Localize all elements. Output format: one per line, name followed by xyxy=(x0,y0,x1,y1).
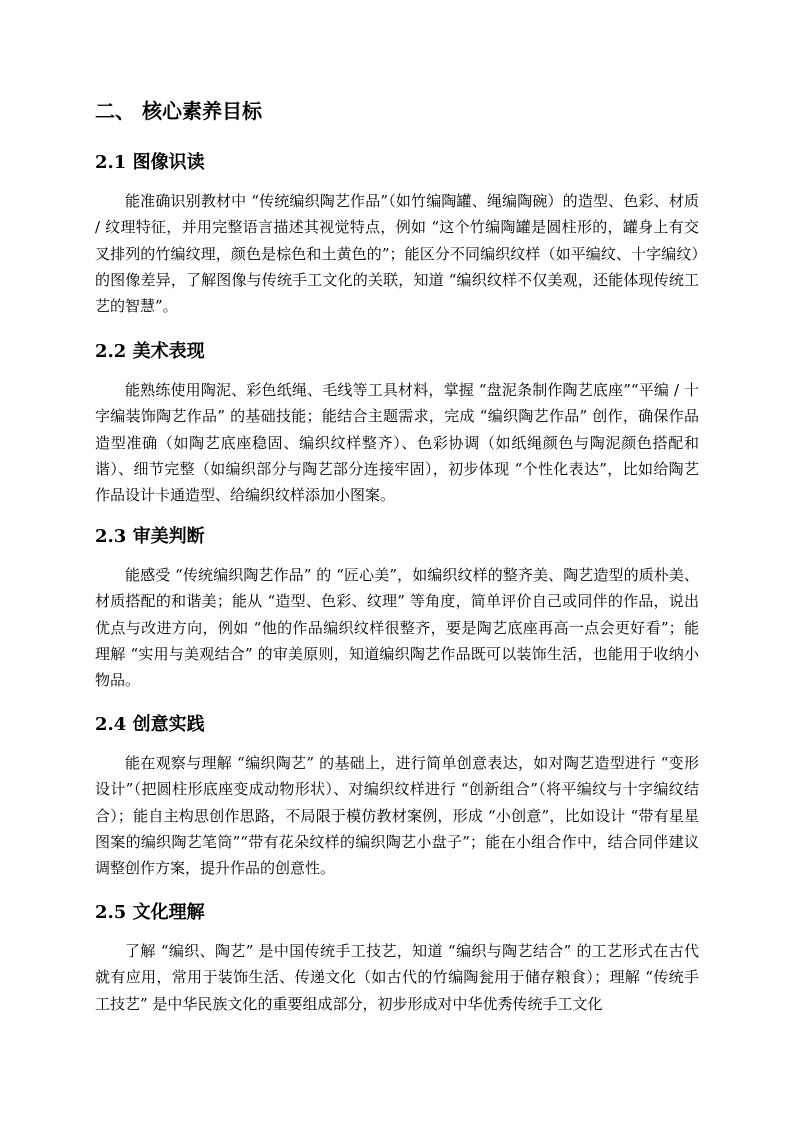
section-art-expression xyxy=(95,337,699,508)
section-aesthetic-judgment xyxy=(95,522,699,693)
section-heading: 2.3 审美判断 xyxy=(95,526,205,547)
section-creative-practice xyxy=(95,710,699,881)
main-heading: 二、 核心素养目标 xyxy=(95,99,262,123)
section-paragraph: 能准确识别教材中 “传统编织陶艺作品”（如竹编陶罐、绳编陶碗）的造型、色彩、材质 / 纹理特征，并用完整语言描述其视觉特点，例如 “这个竹编陶罐是圆柱形的，罐身上有交叉排列的竹编纹理，颜色是棕色和土黄色的”；能区分不同编织纹样（如平编纹、十字编纹）的图像差异，了解图像与传统手工文化的关联，知道 “编织纹样不仅美观，还能体现传统工艺的智慧”。 xyxy=(95,192,699,316)
section-heading: 2.4 创意实践 xyxy=(95,714,205,735)
section-cultural-understanding xyxy=(95,898,699,1017)
section-heading: 2.1 图像识读 xyxy=(95,152,205,173)
section-heading: 2.5 文化理解 xyxy=(95,902,205,923)
section-paragraph: 了解 “编织、陶艺” 是中国传统手工技艺，知道 “编织与陶艺结合” 的工艺形式在古代就有应用，常用于装饰生活、传递文化（如古代的竹编陶瓮用于储存粮食）；理解 “传统手工技艺” 是中华民族文化的重要组成部分，初步形成对中华优秀传统手工文化 xyxy=(95,942,699,1013)
section-heading: 2.2 美术表现 xyxy=(95,341,205,362)
section-paragraph: 能在观察与理解 “编织陶艺” 的基础上，进行简单创意表达，如对陶艺造型进行 “变形设计”（把圆柱形底座变成动物形状）、对编织纹样进行 “创新组合”（将平编纹与十字编纹结合）；能自主构思创作思路，不局限于模仿教材案例，形成 “小创意”，比如设计 “带有星星图案的编织陶艺笔筒”“带有花朵纹样的编织陶艺小盘子”；能在小组合作中，结合同伴建议调整创作方案，提升作品的创意性。 xyxy=(95,754,699,878)
section-paragraph: 能熟练使用陶泥、彩色纸绳、毛线等工具材料，掌握 “盘泥条制作陶艺底座”“平编 / 十字编装饰陶艺作品” 的基础技能；能结合主题需求，完成 “编织陶艺作品” 创作，确保作品造型准确（如陶艺底座稳固、编织纹样整齐）、色彩协调（如纸绳颜色与陶泥颜色搭配和谐）、细节完整（如编织部分与陶艺部分连接牢固），初步体现 “个性化表达”，比如给陶艺作品设计卡通造型、给编织纹样添加小图案。 xyxy=(95,381,699,505)
section-image-reading xyxy=(95,148,699,319)
section-paragraph: 能感受 “传统编织陶艺作品” 的 “匠心美”，如编织纹样的整齐美、陶艺造型的质朴美、材质搭配的和谐美；能从 “造型、色彩、纹理” 等角度，简单评价自己或同伴的作品，说出优点与改进方向，例如 “他的作品编织纹样很整齐，要是陶艺底座再高一点会更好看”；能理解 “实用与美观结合” 的审美原则，知道编织陶艺作品既可以装饰生活，也能用于收纳小物品。 xyxy=(95,566,699,690)
